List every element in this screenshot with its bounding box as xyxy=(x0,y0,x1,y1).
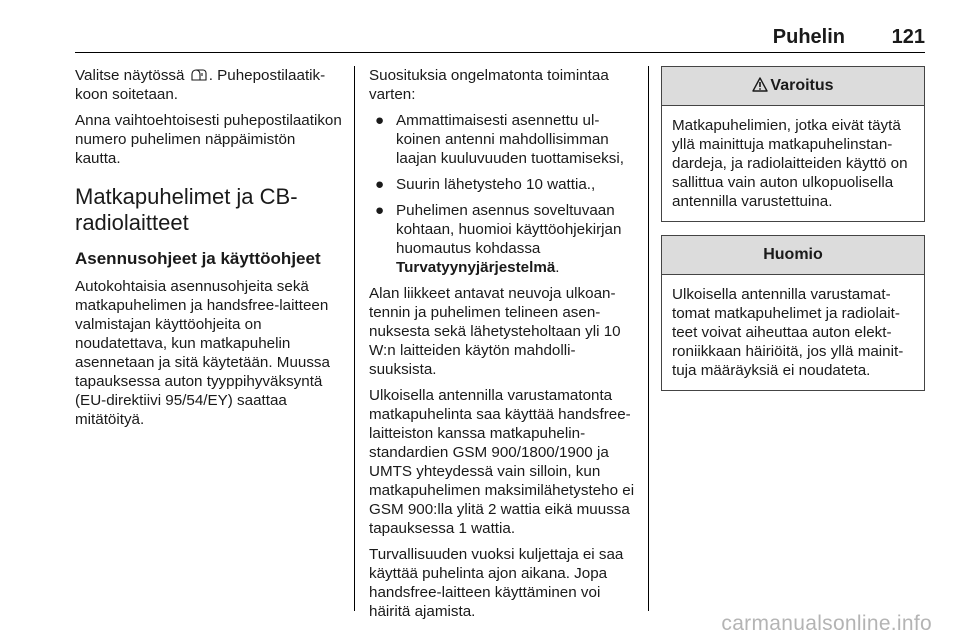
voicemail-instruction: Valitse näytössä . Puhepostilaatikkoon soitetaan. xyxy=(75,67,326,103)
list-item: ● Puhelimen asennus soveltuvaan kohtaan, huomioi käyttöohjekirjan huomautus kohdassa Turvatyynyjärjestelmä. xyxy=(375,202,622,276)
installation-paragraph: Autokohtaisia asennusohjeita sekä matkapuhelimen ja handsfree-laitteen valmistajan käyttöohjeita on noudatettava, kun matkapuhelin asennetaan ja sitä käytetään. Muussa tapauksessa auton tyyppihyväksyntä (EU-direktiivi 95/54/EY) saattaa mitätöityä. xyxy=(75,278,330,428)
recommendations-list xyxy=(369,111,635,277)
list-item: ● Ammattimaisesti asennettu ulkoinen antenni mahdollisimman laajan kuuluvuuden tuottamiseksi, xyxy=(375,112,624,167)
gsm-standards-paragraph: Ulkoisella antennilla varustamatonta matkapuhelinta saa käyttää handsfree-laitteiston kanssa matkapuhelinstandardien GSM 900/1800/1900 ja UMTS yhteydessä vain silloin, kun matkapuhelimen maksimilähetysteho ei GSM 900:lla ylitä 2 wattia eikä muussa tapauksessa 1 wattia. xyxy=(369,387,635,537)
column-divider-1 xyxy=(354,66,355,611)
page-header xyxy=(75,0,925,53)
column-3 xyxy=(661,66,925,404)
warning-text: Matkapuhelimien, jotka eivät täytä yllä mainittuja matkapuhelinstandardeja, ja radiolaitteiden käyttö on sallittua vain auton ulkopuolisella antennilla varustettuina. xyxy=(672,117,908,210)
column-divider-2 xyxy=(648,66,649,611)
page-number: 121 xyxy=(891,26,925,48)
note-text: Ulkoisella antennilla varustamattomat matkapuhelimet ja radiolaitteet voivat aiheuttaa auton elektroniikkaan häiriöitä, jos yllä mainittuja määräyksiä ei noudateta. xyxy=(672,286,904,379)
dealer-advice-paragraph: Alan liikkeet antavat neuvoja ulkoantennin ja puhelimen telineen asennuksesta sekä lähetysteholtaan yli 10 W:n laitteiden käytön mahdollisuuksista. xyxy=(369,285,621,378)
bullet-icon: ● xyxy=(375,176,385,193)
cross-reference: Turvatyynyjärjestelmä xyxy=(396,259,556,276)
column-2 xyxy=(369,66,635,628)
warning-box xyxy=(661,66,925,222)
warning-header xyxy=(662,67,924,106)
column-1 xyxy=(75,66,345,436)
safety-paragraph: Turvallisuuden vuoksi kuljettaja ei saa käyttää puhelinta ajon aikana. Jopa handsfree-laitteen käyttäminen voi häiritä ajamista. xyxy=(369,546,624,620)
mailbox-icon xyxy=(191,69,207,81)
warning-title: Varoitus xyxy=(770,77,834,94)
bullet-icon: ● xyxy=(375,202,385,219)
list-item: ● Suurin lähetysteho 10 wattia., xyxy=(375,176,596,193)
note-title: Huomio xyxy=(662,236,924,275)
voicemail-alternative: Anna vaihtoehtoisesti puhepostilaatikon numero puhelimen näppäimistön kautta. xyxy=(75,112,342,167)
warning-triangle-icon xyxy=(752,77,768,92)
watermark: carmanualsonline.info xyxy=(721,612,932,635)
section-title: Puhelin xyxy=(772,26,845,48)
section-heading: Matkapuhelimet ja CB-radiolaitteet xyxy=(75,184,298,235)
subsection-heading: Asennusohjeet ja käyttöohjeet xyxy=(75,249,321,268)
note-box xyxy=(661,235,925,391)
recommendations-intro: Suosituksia ongelmatonta toimintaa varten: xyxy=(369,67,609,103)
bullet-icon: ● xyxy=(375,112,385,129)
